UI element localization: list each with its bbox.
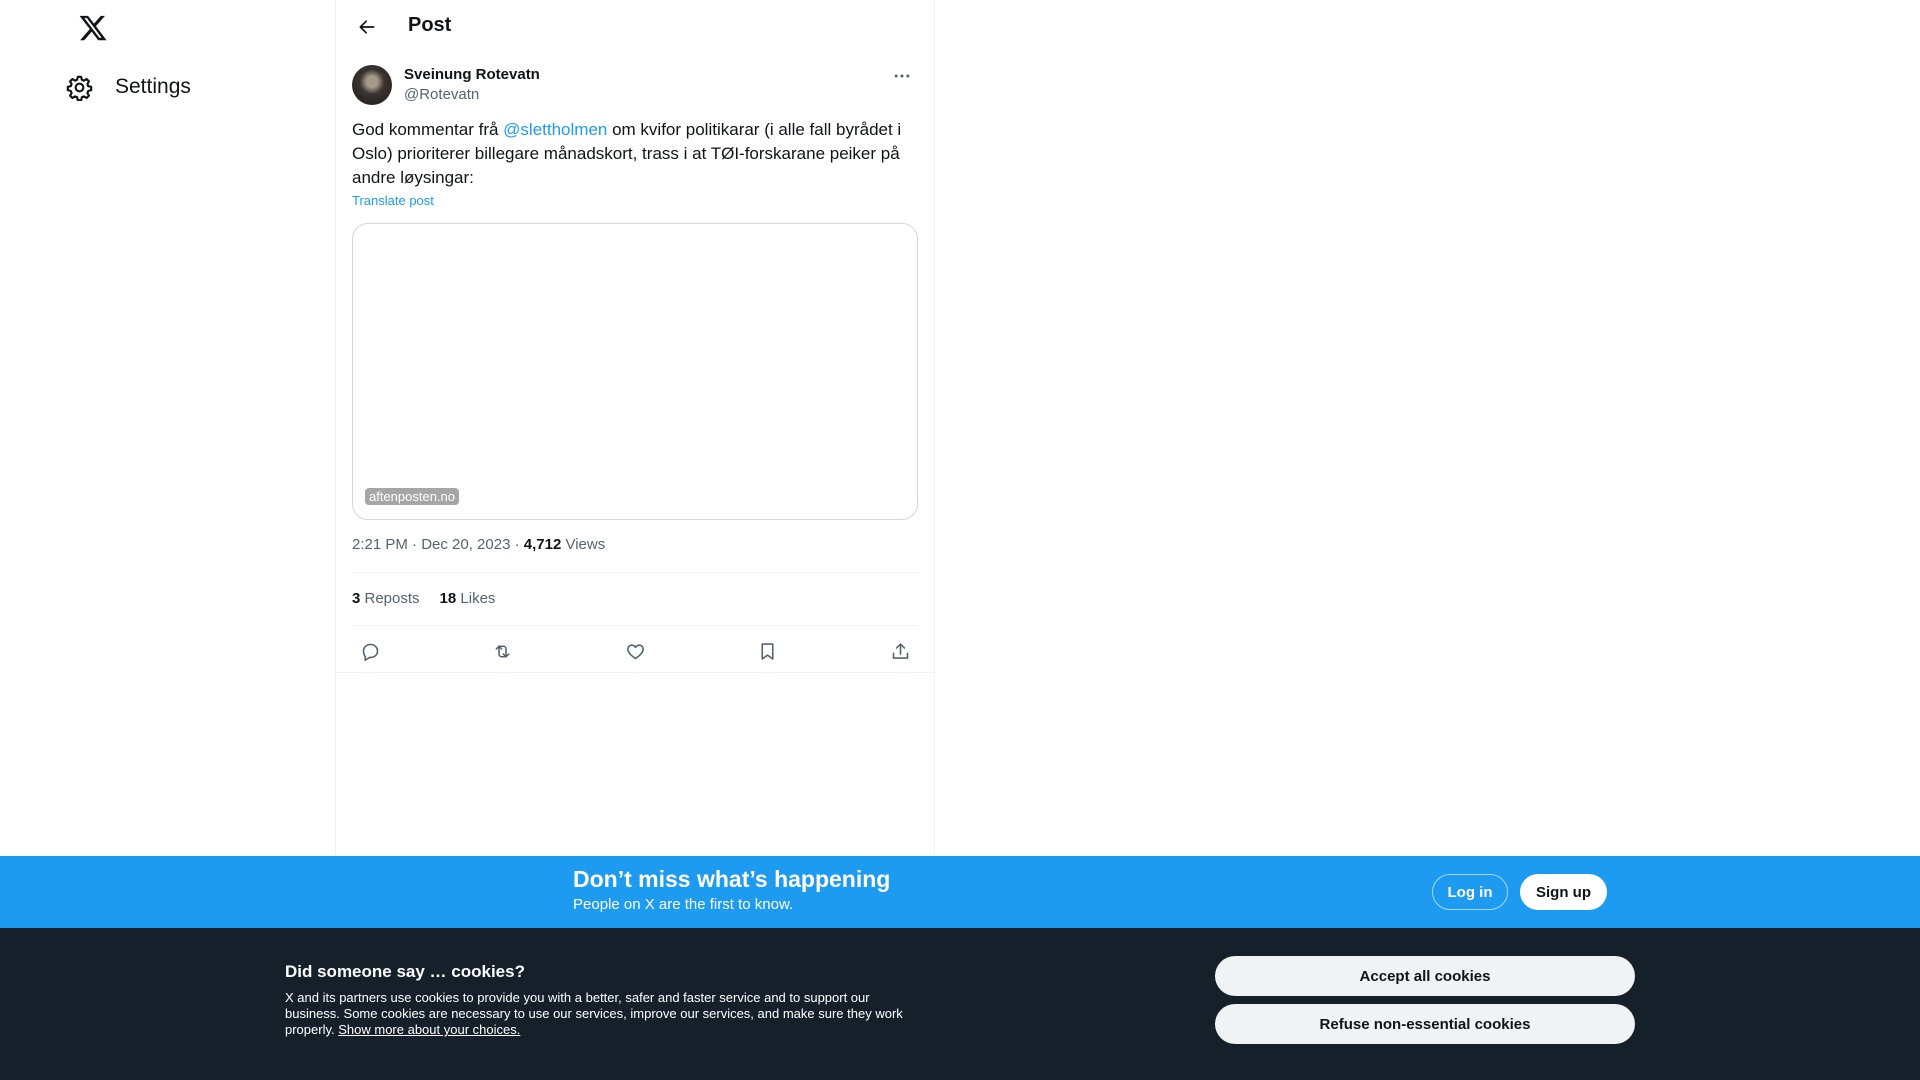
likes-count: 18 bbox=[439, 590, 457, 607]
reposts-count: 3 bbox=[352, 590, 361, 607]
reply-button[interactable] bbox=[352, 633, 388, 669]
cookie-consent-bar bbox=[0, 928, 1920, 1080]
bookmark-button[interactable] bbox=[750, 633, 786, 669]
primary-column bbox=[335, 0, 935, 856]
post-text-after: om kvifor politikarar (i alle fall byrådet i Oslo) prioriterer billegare månadskort, trass i at TØI-forskarane peiker på andre løysingar: bbox=[352, 120, 902, 187]
likes-label: Likes bbox=[456, 590, 496, 607]
arrow-left-icon bbox=[357, 17, 377, 37]
views-label: Views bbox=[561, 536, 606, 553]
like-button[interactable] bbox=[617, 633, 653, 669]
avatar[interactable] bbox=[352, 65, 392, 105]
translate-post-link[interactable]: Translate post bbox=[352, 193, 434, 208]
cookie-title: Did someone say … cookies? bbox=[285, 962, 525, 981]
divider bbox=[336, 672, 934, 673]
views-count: 4,712 bbox=[523, 536, 562, 553]
author-handle[interactable]: @Rotevatn bbox=[404, 86, 480, 103]
meta-separator: · bbox=[510, 536, 524, 553]
reply-icon bbox=[360, 641, 381, 662]
left-navigation bbox=[0, 0, 335, 856]
card-domain-label: aftenposten.no bbox=[365, 488, 459, 505]
bookmark-icon bbox=[757, 641, 778, 662]
back-button[interactable] bbox=[350, 11, 384, 43]
like-icon bbox=[625, 641, 646, 662]
nav-settings-link[interactable] bbox=[66, 66, 191, 108]
more-horizontal-icon bbox=[892, 66, 912, 86]
post-stats bbox=[352, 590, 495, 607]
share-button[interactable] bbox=[882, 633, 918, 669]
divider bbox=[352, 625, 918, 626]
login-button[interactable]: Log in bbox=[1432, 874, 1508, 910]
post-timestamp[interactable]: 2:21 PM · Dec 20, 2023 bbox=[352, 536, 511, 553]
post-text-before: God kommentar frå bbox=[352, 120, 504, 139]
refuse-cookies-button[interactable]: Refuse non-essential cookies bbox=[1215, 1004, 1635, 1044]
page-header bbox=[336, 0, 934, 53]
author-name[interactable]: Sveinung Rotevatn bbox=[404, 66, 540, 83]
post-text bbox=[352, 118, 920, 190]
signup-banner bbox=[0, 856, 1920, 928]
banner-subtitle: People on X are the first to know. bbox=[573, 896, 794, 913]
reposts-stat[interactable] bbox=[352, 590, 420, 607]
link-card[interactable] bbox=[352, 223, 918, 520]
reposts-label: Reposts bbox=[360, 590, 420, 607]
page-title: Post bbox=[408, 14, 452, 36]
likes-stat[interactable] bbox=[440, 590, 496, 607]
post-meta bbox=[352, 536, 605, 553]
mention-link[interactable]: @slettholmen bbox=[503, 120, 608, 139]
cookie-body bbox=[285, 990, 915, 1038]
accept-cookies-button[interactable]: Accept all cookies bbox=[1215, 956, 1635, 996]
signup-button[interactable]: Sign up bbox=[1520, 874, 1607, 910]
repost-button[interactable] bbox=[485, 633, 521, 669]
share-icon bbox=[890, 641, 911, 662]
nav-settings-label: Settings bbox=[115, 75, 191, 98]
more-options-button[interactable] bbox=[886, 64, 918, 88]
post-actions bbox=[352, 631, 918, 671]
cookie-choices-link[interactable]: Show more about your choices. bbox=[338, 1022, 521, 1037]
banner-title: Don’t miss what’s happening bbox=[573, 866, 891, 892]
post-author bbox=[352, 64, 918, 106]
divider bbox=[352, 572, 918, 573]
repost-icon bbox=[492, 641, 513, 662]
cookie-body-text: X and its partners use cookies to provide you with a better, safer and faster service and to support our business. Some cookies are necessary to use our services, improve our services, and make sure they work properly. bbox=[285, 990, 903, 1037]
gear-icon bbox=[66, 74, 93, 101]
x-logo-icon[interactable] bbox=[78, 13, 108, 43]
